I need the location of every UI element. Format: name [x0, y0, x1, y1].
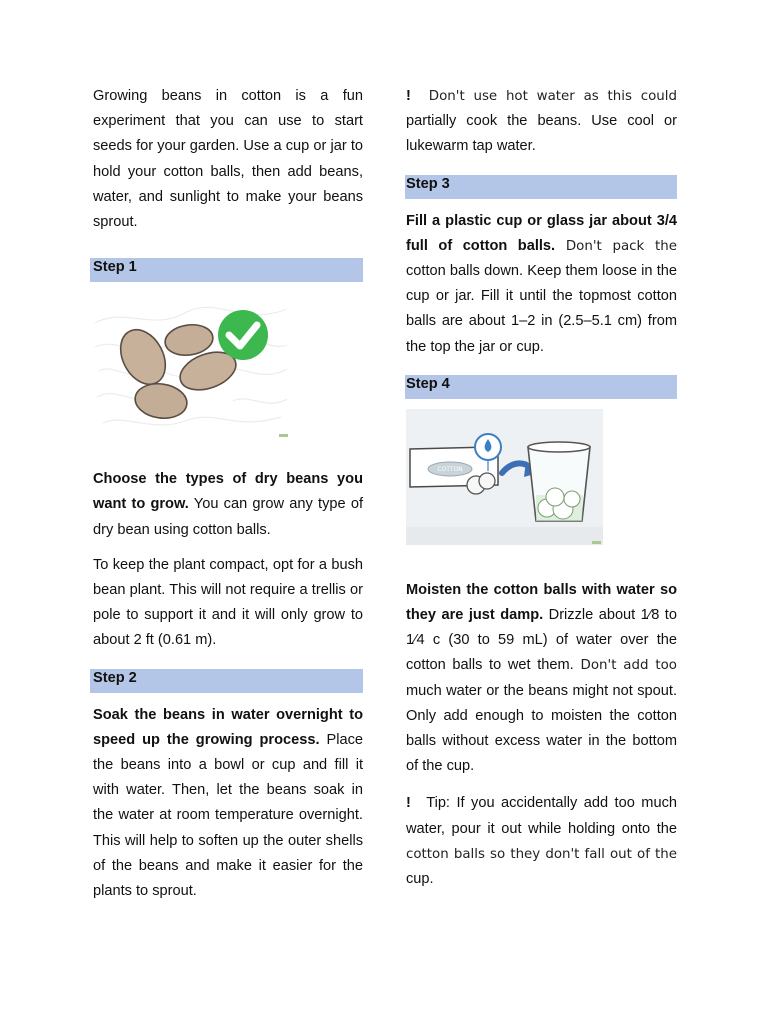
warning-icon: ! — [406, 88, 411, 104]
intro-paragraph: Growing beans in cotton is a fun experiment that you can use to start seeds for your garden. Use a cup or jar to hold your cotton balls, then add beans, water, and sunlight to make your beans sprout. — [93, 88, 363, 231]
step-3-heading: Step 3 — [405, 175, 677, 199]
tip-text-end: cup. — [406, 871, 434, 888]
step-1-text: You can grow any type of dry bean using cotton balls. — [93, 496, 363, 538]
step-2-text: Place the beans into a bowl or cup and fill it with water. Then, let the beans soak in the water at room temperature overnight. This will help to soften up the outer shells of the beans and make it easier for the plants to sprout. — [93, 731, 364, 900]
step-4-bold-text: Moisten the cotton balls with water so they are just damp. — [406, 581, 677, 624]
dry-beans-check-image — [93, 301, 289, 438]
right-column — [406, 84, 677, 892]
step-4-heading: Step 4 — [405, 375, 677, 399]
step-2-paragraph — [93, 703, 363, 905]
step-3-bold-text: Fill a plastic cup or glass jar about 3/4 full of cotton balls. — [406, 212, 677, 254]
step-4-paragraph — [406, 578, 677, 780]
step-3-text-alt: Don't pack the — [555, 238, 677, 254]
step-4-text-alt: Don't add too — [573, 658, 677, 674]
left-column — [93, 84, 363, 904]
step-3-text: cotton balls down. Keep them loose in the cup or jar. Fill it until the topmost cotton balls are about 1–2 in (2.5–5.1 cm) from the top the jar or cup. — [406, 263, 677, 355]
step-2-bold-text: Soak the beans in water overnight to speed up the growing process. — [93, 706, 363, 748]
cotton-water-cup-image — [406, 409, 603, 545]
step-1-extra-paragraph: To keep the plant compact, opt for a bush bean plant. This will not require a trellis or pole to support it and it will only grow to about 2 ft (0.61 m). — [93, 556, 363, 649]
step-3-paragraph — [406, 209, 677, 360]
beans-illustration — [93, 301, 289, 438]
cotton-package-label: COTTON — [437, 465, 463, 473]
warning-text-alt: Don't use hot water as this could — [420, 89, 677, 104]
step-1-paragraph — [93, 467, 363, 543]
tip-paragraph — [406, 791, 677, 892]
tip-text-alt: cotton balls so they don't fall out of the — [406, 846, 677, 862]
warning-text: partially cook the beans. Use cool or lukewarm tap water. — [406, 113, 677, 155]
tip-icon: ! — [406, 795, 411, 812]
step-4-text-1: Drizzle about 1⁄8 to 1⁄4 c (30 to 59 mL) of water over the cotton balls to wet them. — [406, 607, 677, 674]
step-1-heading: Step 1 — [90, 258, 363, 282]
step-2-heading: Step 2 — [90, 669, 363, 693]
step-4-text-2: much water or the beans might not spout. Only add enough to moisten the cotton balls without excess water in the bottom of the cup. — [406, 682, 677, 775]
tip-text: Tip: If you accidentally add too much water, pour it out while holding onto the — [406, 795, 677, 837]
step-1-bold-text: Choose the types of dry beans you want to grow. — [93, 471, 363, 513]
cotton-cup-illustration — [406, 409, 603, 545]
warning-paragraph — [406, 84, 677, 160]
